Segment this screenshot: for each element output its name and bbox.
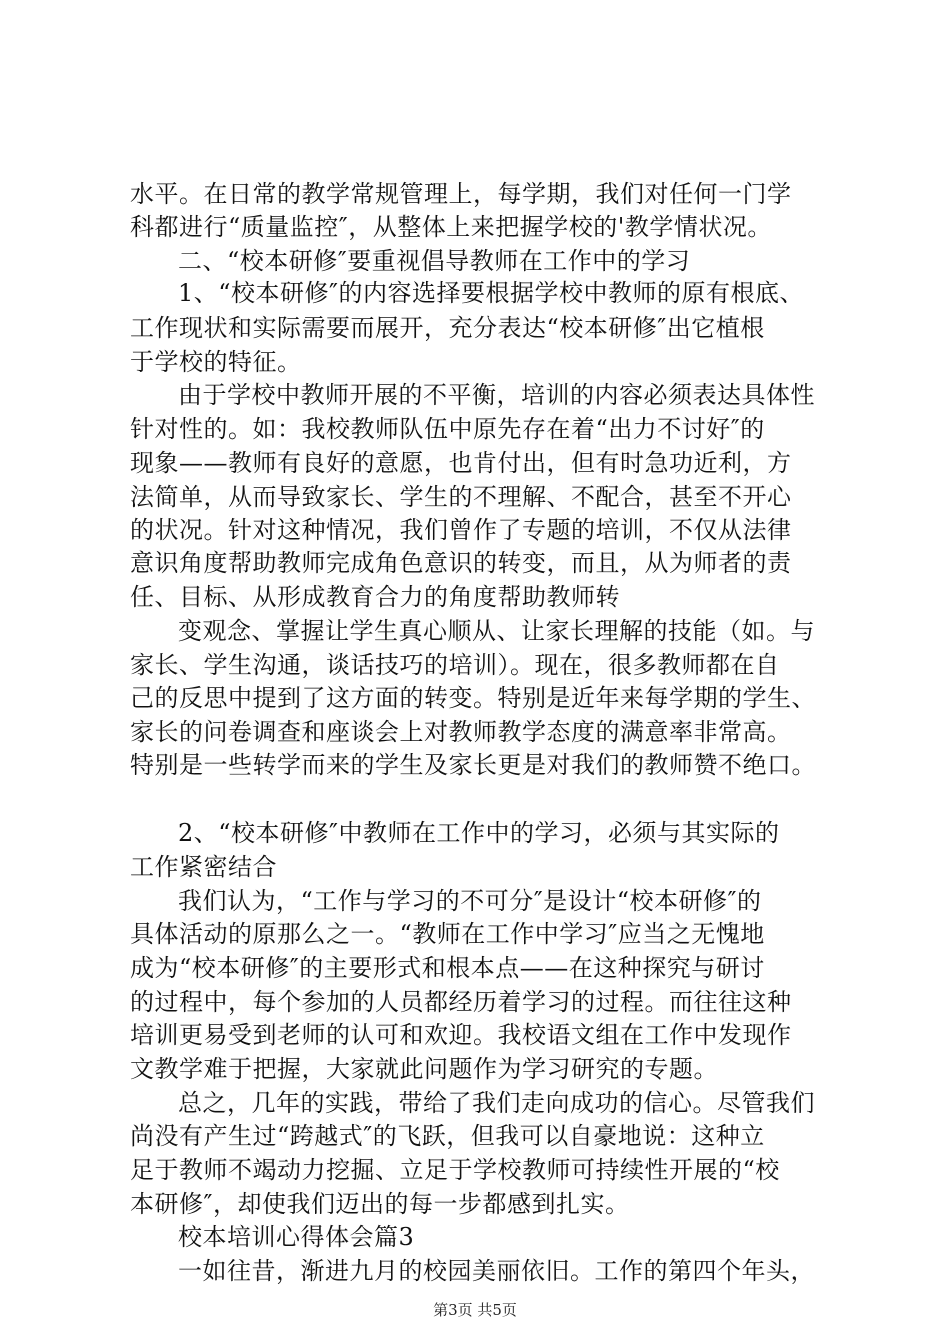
- text-line: 由于学校中教师开展的不平衡，培训的内容必须表达具体性: [178, 381, 815, 409]
- text-line: 家长、学生沟通，谈话技巧的培训）。现在，很多教师都在自: [130, 651, 780, 679]
- text-line: 科都进行“质量监控″，从整体上来把握学校的'教学情状况。: [130, 213, 772, 241]
- section-heading: 校本培训心得体会篇3: [178, 1223, 415, 1251]
- text-line: 意识角度帮助教师完成角色意识的转变，而且，从为师者的责: [130, 549, 792, 577]
- text-line: 成为“校本研修″的主要形式和根本点——在这种探究与研讨: [130, 954, 765, 982]
- text-line: 工作紧密结合: [130, 853, 277, 881]
- text-line: 现象——教师有良好的意愿，也肯付出，但有时急功近利，方: [130, 449, 792, 477]
- text-line: 一如往昔，渐进九月的校园美丽依旧。工作的第四个年头，: [178, 1257, 815, 1285]
- text-line: 针对性的。如：我校教师队伍中原先存在着“出力不讨好″的: [130, 415, 765, 443]
- text-line: 2、“校本研修″中教师在工作中的学习，必须与其实际的: [178, 819, 780, 847]
- text-line: 具体活动的原那么之一。“教师在工作中学习″应当之无愧地: [130, 920, 765, 948]
- text-line: 1、“校本研修″的内容选择要根据学校中教师的原有根底、: [178, 279, 805, 307]
- text-line: 培训更易受到老师的认可和欢迎。我校语文组在工作中发现作: [130, 1021, 792, 1049]
- text-line: 水平。在日常的教学常规管理上，每学期，我们对任何一门学: [130, 180, 792, 208]
- text-line: 总之，几年的实践，带给了我们走向成功的信心。尽管我们: [178, 1089, 815, 1117]
- text-line: 己的反思中提到了这方面的转变。特别是近年来每学期的学生、: [130, 684, 816, 712]
- text-line: 尚没有产生过“跨越式″的飞跃，但我可以自豪地说：这种立: [130, 1122, 765, 1150]
- section-heading: 二、“校本研修″要重视倡导教师在工作中的学习: [178, 247, 691, 275]
- text-line: 足于教师不竭动力挖掘、立足于学校教师可持续性开展的“校: [130, 1156, 780, 1184]
- text-line: 法简单，从而导致家长、学生的不理解、不配合，甚至不开心: [130, 483, 792, 511]
- page-footer: 第3页 共5页: [433, 1301, 517, 1319]
- text-line: 的状况。针对这种情况，我们曾作了专题的培训，不仅从法律: [130, 516, 792, 544]
- text-line: 变观念、掌握让学生真心顺从、让家长理解的技能（如。与: [178, 617, 815, 645]
- text-line: 于学校的特征。: [130, 348, 302, 376]
- text-line: 本研修″，却使我们迈出的每一步都感到扎实。: [130, 1190, 630, 1218]
- text-line: 的过程中，每个参加的人员都经历着学习的过程。而往往这种: [130, 988, 792, 1016]
- text-line: 任、目标、从形成教育合力的角度帮助教师转: [130, 583, 620, 611]
- text-line: 家长的问卷调查和座谈会上对教师教学态度的满意率非常高。: [130, 718, 792, 746]
- text-line: 特别是一些转学而来的学生及家长更是对我们的教师赞不绝口。: [130, 751, 816, 779]
- text-line: 我们认为，“工作与学习的不可分″是设计“校本研修″的: [178, 887, 762, 915]
- text-line: 文教学难于把握，大家就此问题作为学习研究的专题。: [130, 1055, 718, 1083]
- text-line: 工作现状和实际需要而展开，充分表达“校本研修″出它植根: [130, 314, 765, 342]
